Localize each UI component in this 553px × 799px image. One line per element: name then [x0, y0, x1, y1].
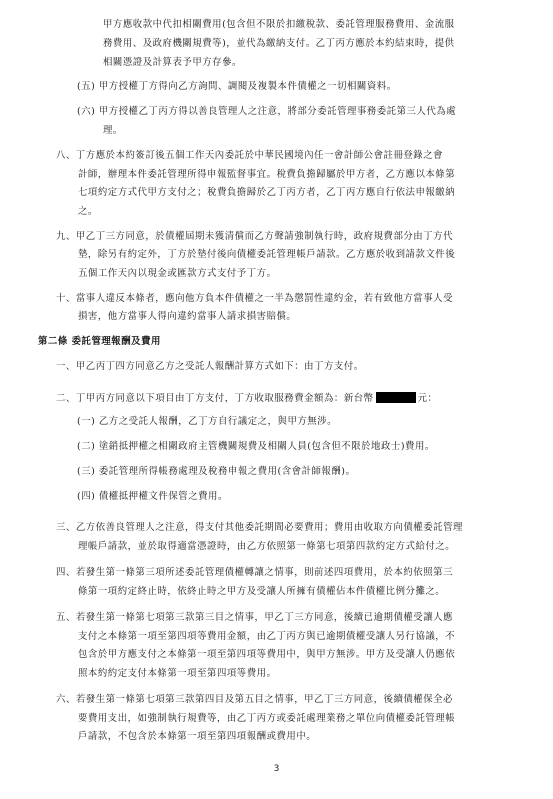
- text-line: 理帳戶請款，並於取得適當憑證時，由乙方依照第一條第七項第四款約定方式給付之。: [78, 541, 456, 552]
- text-line: 五個工作天內以現金或匯款方式支付予丁方。: [78, 268, 277, 279]
- text-line: 務費用、及政府機關規費等)，並代為繳納支付。乙丁丙方應於本約結束時，提供: [103, 38, 455, 49]
- text-line: 三、乙方依善良管理人之注意，得支付其他委託期間必要費用；費用由收取方向債權委託管理: [56, 522, 463, 533]
- text-line: 六、若發生第一條第七項第三款第四目及第五目之情事，甲乙丁三方同意，後續債權保全必: [56, 694, 454, 705]
- section-heading: 第二條 委託管理報酬及費用: [38, 336, 161, 347]
- text-line: (六) 甲方授權乙丁丙方得以善良管理人之注意，將部分委託管理事務委託第三人代為處: [77, 106, 457, 117]
- text-line: (五) 甲方授權丁方得向乙方詢問、調閱及複製本件債權之一切相關資料。: [77, 81, 397, 92]
- page-number: 3: [273, 764, 280, 774]
- text-segment: 元：: [417, 393, 438, 404]
- text-line: 計師，辦理本件委託管理所得申報監督事宜。稅費負擔歸屬於甲方者，乙方應以本條第: [78, 169, 456, 180]
- text-line: [56, 392, 437, 405]
- text-line: (二) 塗銷抵押權之相關政府主管機關規費及相關人員(包含但不限於地政士)費用。: [77, 441, 435, 452]
- text-segment: 二、丁甲丙方同意以下項目由丁方支付，丁方收取服務費金額為：新台幣: [56, 393, 374, 404]
- text-line: (三) 委託管理所得帳務處理及稅務申報之費用(含會計師報酬)。: [77, 466, 356, 477]
- text-line: 損害，他方當事人得向違約當事人請求損害賠償。: [78, 311, 297, 322]
- text-line: 甲方應收款中代扣相關費用(包含但不限於扣繳稅款、委託管理服務費用、金流服: [103, 19, 455, 30]
- redaction-box: [376, 392, 416, 403]
- text-line: 支付之本條第一項至第四項等費用金額，由乙丁丙方與已逾期債權受讓人另行協議，不: [78, 631, 456, 642]
- text-line: 包含於甲方應支付之本條第一項至第四項等費用中，與甲方無涉。甲方及受讓人仍應依: [78, 649, 456, 660]
- text-line: 之。: [78, 206, 98, 217]
- text-line: 條第一項約定終止時，依終止時之甲方及受讓人所擁有債權佔本件債權比例分攤之。: [78, 586, 446, 597]
- text-line: 一、甲乙丙丁四方同意乙方之受託人報酬計算方式如下：由丁方支付。: [56, 361, 364, 372]
- text-line: 五、若發生第一條第七項第三款第三目之情事，甲乙丁三方同意，後續已逾期債權受讓人應: [56, 612, 454, 623]
- text-line: 十、當事人違反本條者，應向他方負本件債權之一半為懲罰性違約金，若有致他方當事人受: [56, 293, 454, 304]
- text-line: 七項約定方式代甲方支付之；稅費負擔歸於乙丁丙方者，乙丁丙方應自行依法申報繳納: [78, 187, 456, 198]
- text-line: 理。: [103, 125, 123, 136]
- text-line: 墊，除另有約定外，丁方於墊付後向債權委託管理帳戶請款。乙方應於收到請款文件後: [78, 249, 456, 260]
- text-line: 八、丁方應於本約簽訂後五個工作天內委託於中華民國境內任一會計師公會註冊登錄之會: [56, 150, 444, 161]
- text-line: 照本約約定支付本條第一項至第四項等費用。: [78, 668, 277, 679]
- text-line: 四、若發生第一條第三項所述委託管理債權轉讓之情事，則前述四項費用，於本約依照第三: [56, 567, 454, 578]
- text-line: (一) 乙方之受託人報酬，乙丁方自行議定之，與甲方無涉。: [77, 416, 338, 427]
- text-line: 九、甲乙丁三方同意，於債權屆期未獲清償而乙方聲請強制執行時，政府規費部分由丁方代: [56, 231, 454, 242]
- text-line: 相關憑證及計算表予甲方存參。: [103, 57, 242, 68]
- text-line: (四) 債權抵押權文件保管之費用。: [77, 491, 228, 502]
- text-line: 戶請款，不包含於本條第一項至第四項報酬或費用中。: [78, 731, 317, 742]
- text-line: 要費用支出，如強制執行規費等，由乙丁丙方或委託處理業務之單位向債權委託管理帳: [78, 713, 456, 724]
